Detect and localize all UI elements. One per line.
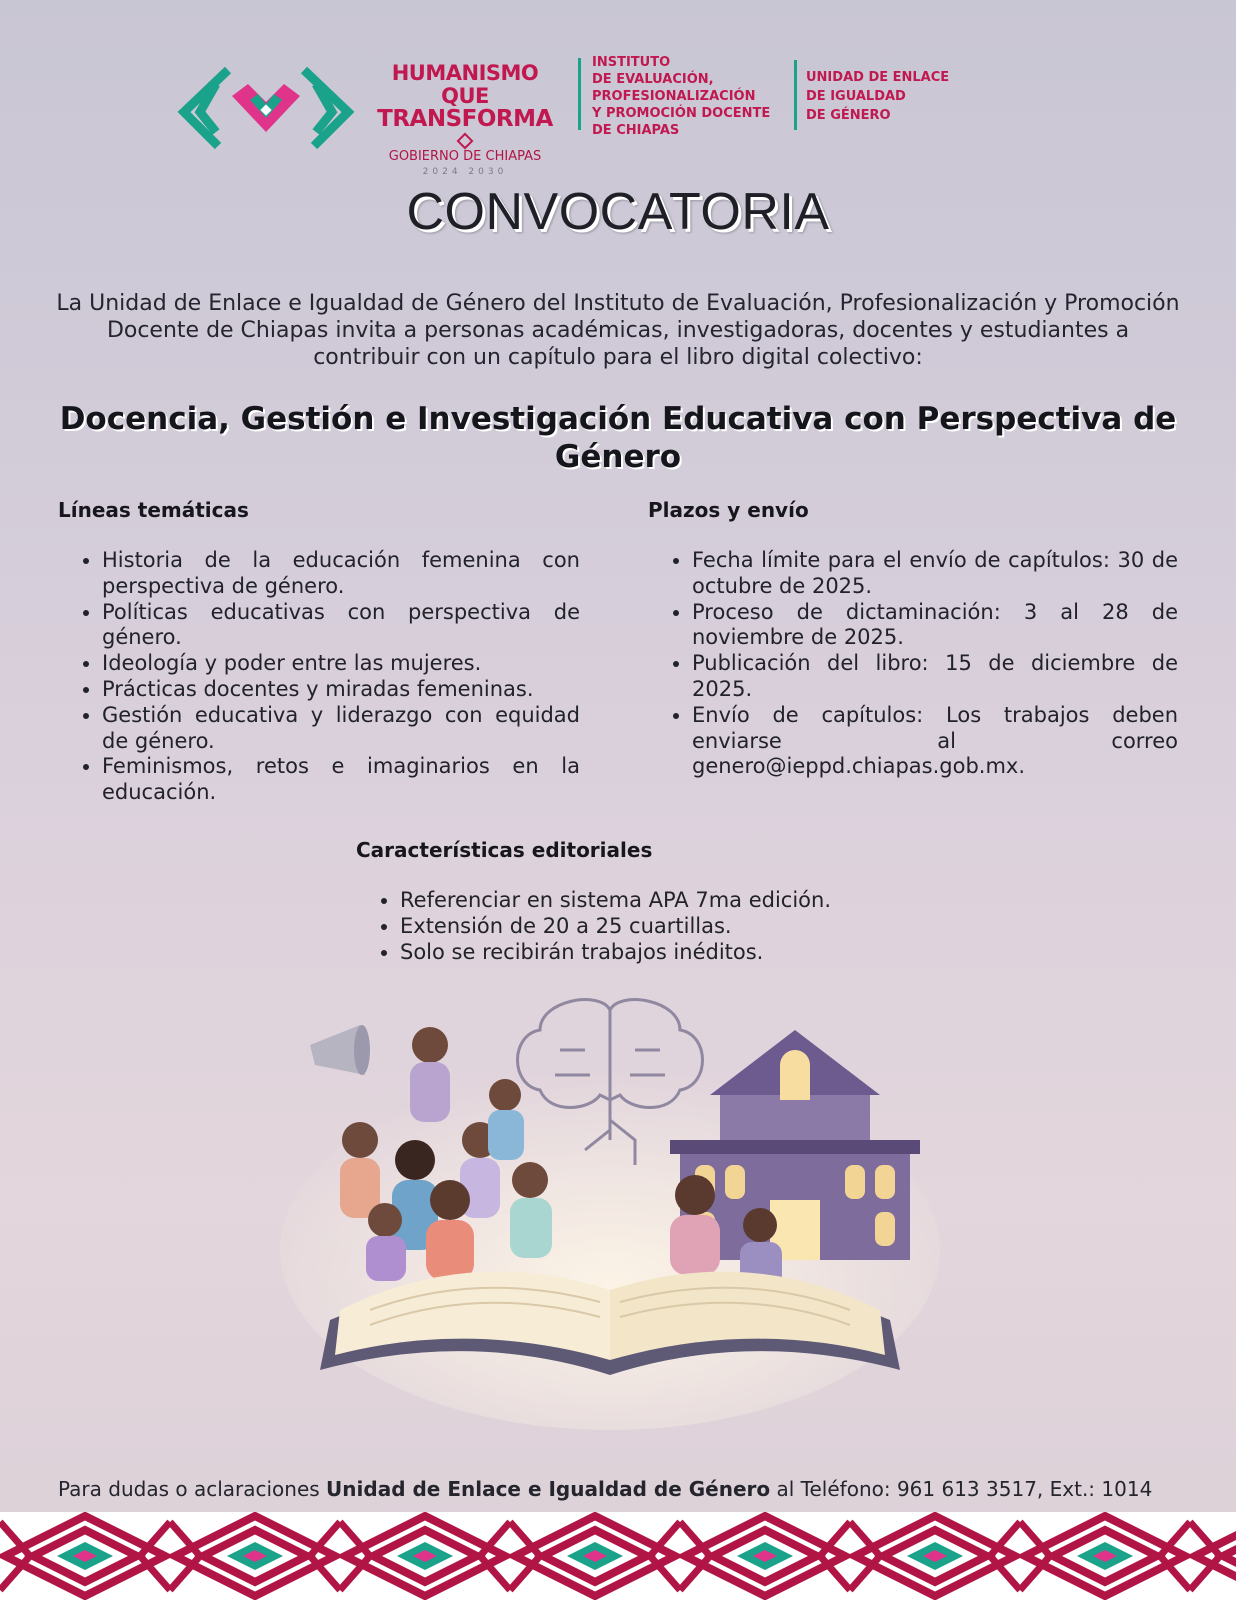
list-item: • Prácticas docentes y miradas femeninas.	[102, 677, 580, 703]
section-heading: Plazos y envío	[648, 498, 809, 522]
brand-block	[370, 62, 560, 177]
list-item: • Políticas educativas con perspectiva de género.	[102, 600, 580, 652]
institute-line: Y PROMOCIÓN DOCENTE	[592, 106, 771, 121]
megaphone-icon	[310, 1025, 370, 1075]
institute-name	[592, 54, 770, 139]
thematic-lines-section	[58, 498, 580, 806]
intro-text: La Unidad de Enlace e Igualdad de Género del Instituto de Evaluación, Profesionalización y Promoción Docente de Chiapas invita a personas académicas, investigadoras, docentes y estudiantes a contribuir con un capítulo para el libro digital colectivo:	[56, 291, 1180, 370]
unit-name	[806, 68, 949, 125]
unit-line: DE GÉNERO	[806, 108, 891, 123]
list-item: • Historia de la educación femenina con perspectiva de género.	[102, 548, 580, 600]
header	[170, 52, 1070, 177]
editorial-section	[356, 838, 916, 965]
list-item: • Referenciar en sistema APA 7ma edición.	[400, 888, 916, 914]
deadlines-section	[648, 498, 1178, 780]
brand-years: 2024 2030	[422, 167, 508, 177]
list-item: • Proceso de dictaminación: 3 al 28 de noviembre de 2025.	[692, 600, 1178, 652]
list-item: • Publicación del libro: 15 de diciembre de 2025.	[692, 651, 1178, 703]
list-item: • Fecha límite para el envío de capítulos: 30 de octubre de 2025.	[692, 548, 1178, 600]
footer-prefix: Para dudas o aclaraciones	[58, 1477, 327, 1501]
editorial-list	[356, 888, 916, 965]
illustration-women-book-school	[240, 990, 980, 1430]
unit-line: UNIDAD DE ENLACE	[806, 70, 950, 85]
thematic-list	[58, 548, 580, 806]
list-item: • Ideología y poder entre las mujeres.	[102, 651, 580, 677]
list-item: • Extensión de 20 a 25 cuartillas.	[400, 914, 916, 940]
institute-line: PROFESIONALIZACIÓN	[592, 89, 756, 104]
brand-line-1: HUMANISMO QUE	[391, 61, 539, 108]
deadlines-list	[648, 548, 1178, 780]
institute-line: DE EVALUACIÓN,	[592, 72, 714, 87]
book-title: Docencia, Gestión e Investigación Educativa con Perspectiva de Género	[59, 401, 1177, 475]
page-title: CONVOCATORIA	[406, 183, 830, 241]
section-heading: Líneas temáticas	[58, 498, 249, 522]
decorative-pattern	[0, 1512, 1236, 1600]
list-item: • Envío de capítulos: Los trabajos deben enviarse al correo genero@ieppd.chiapas.gob.mx.	[692, 703, 1178, 780]
footer-phone: al Teléfono: 961 613 3517, Ext.: 1014	[770, 1477, 1153, 1501]
brand-line-2: TRANSFORMA	[377, 106, 553, 132]
brand-government: GOBIERNO DE CHIAPAS	[388, 149, 542, 164]
government-logo-icon	[176, 62, 356, 158]
diamond-icon	[457, 133, 474, 150]
institute-line: INSTITUTO	[592, 55, 671, 70]
institute-line: DE CHIAPAS	[592, 123, 680, 138]
list-item: • Solo se recibirán trabajos inéditos.	[400, 940, 916, 966]
divider	[794, 60, 797, 130]
footer-contact	[58, 1477, 1208, 1501]
footer-unit: Unidad de Enlace e Igualdad de Género	[326, 1477, 771, 1501]
list-item: • Feminismos, retos e imaginarios en la educación.	[102, 754, 580, 806]
list-item: • Gestión educativa y liderazgo con equidad de género.	[102, 703, 580, 755]
unit-line: DE IGUALDAD	[806, 89, 906, 104]
section-heading: Características editoriales	[356, 838, 653, 862]
divider	[578, 58, 581, 130]
